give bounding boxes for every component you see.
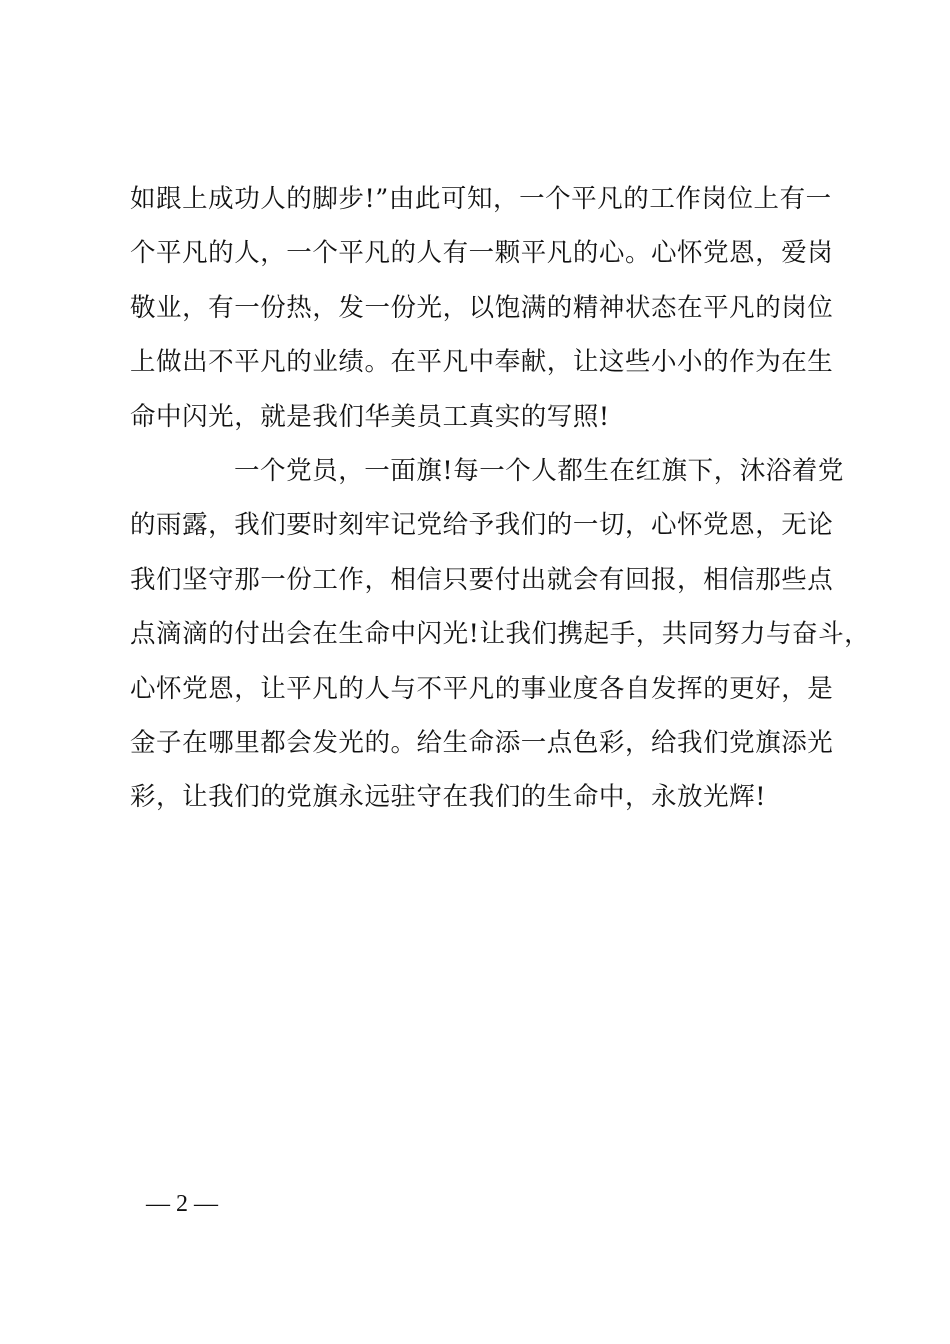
text-line: 上做出不平凡的业绩。在平凡中奉献，让这些小小的作为在生 [130,347,834,378]
paragraph-start-line: 一个党员，一面旗!每一个人都生在红旗下，沐浴着党 [234,455,844,486]
text-line: 命中闪光，就是我们华美员工真实的写照! [130,401,610,432]
text-line: 彩，让我们的党旗永远驻守在我们的生命中，永放光辉! [130,782,766,813]
body-text [130,172,871,825]
text-line: 敬业，有一份热，发一份光，以饱满的精神状态在平凡的岗位 [130,292,834,323]
text-line: 心怀党恩，让平凡的人与不平凡的事业度各自发挥的更好，是 [130,673,834,704]
text-line: 金子在哪里都会发光的。给生命添一点色彩，给我们党旗添光 [130,727,834,758]
text-line: 我们坚守那一份工作，相信只要付出就会有回报，相信那些点 [130,564,834,595]
text-line: 个平凡的人，一个平凡的人有一颗平凡的心。心怀党恩，爱岗 [130,238,834,269]
text-line: 点滴滴的付出会在生命中闪光!让我们携起手，共同努力与奋斗， [130,619,871,650]
page-number: — 2 — [146,1191,218,1217]
text-line: 如跟上成功人的脚步!”由此可知，一个平凡的工作岗位上有一 [130,184,832,214]
text-line: 的雨露，我们要时刻牢记党给予我们的一切，心怀党恩，无论 [130,510,834,541]
